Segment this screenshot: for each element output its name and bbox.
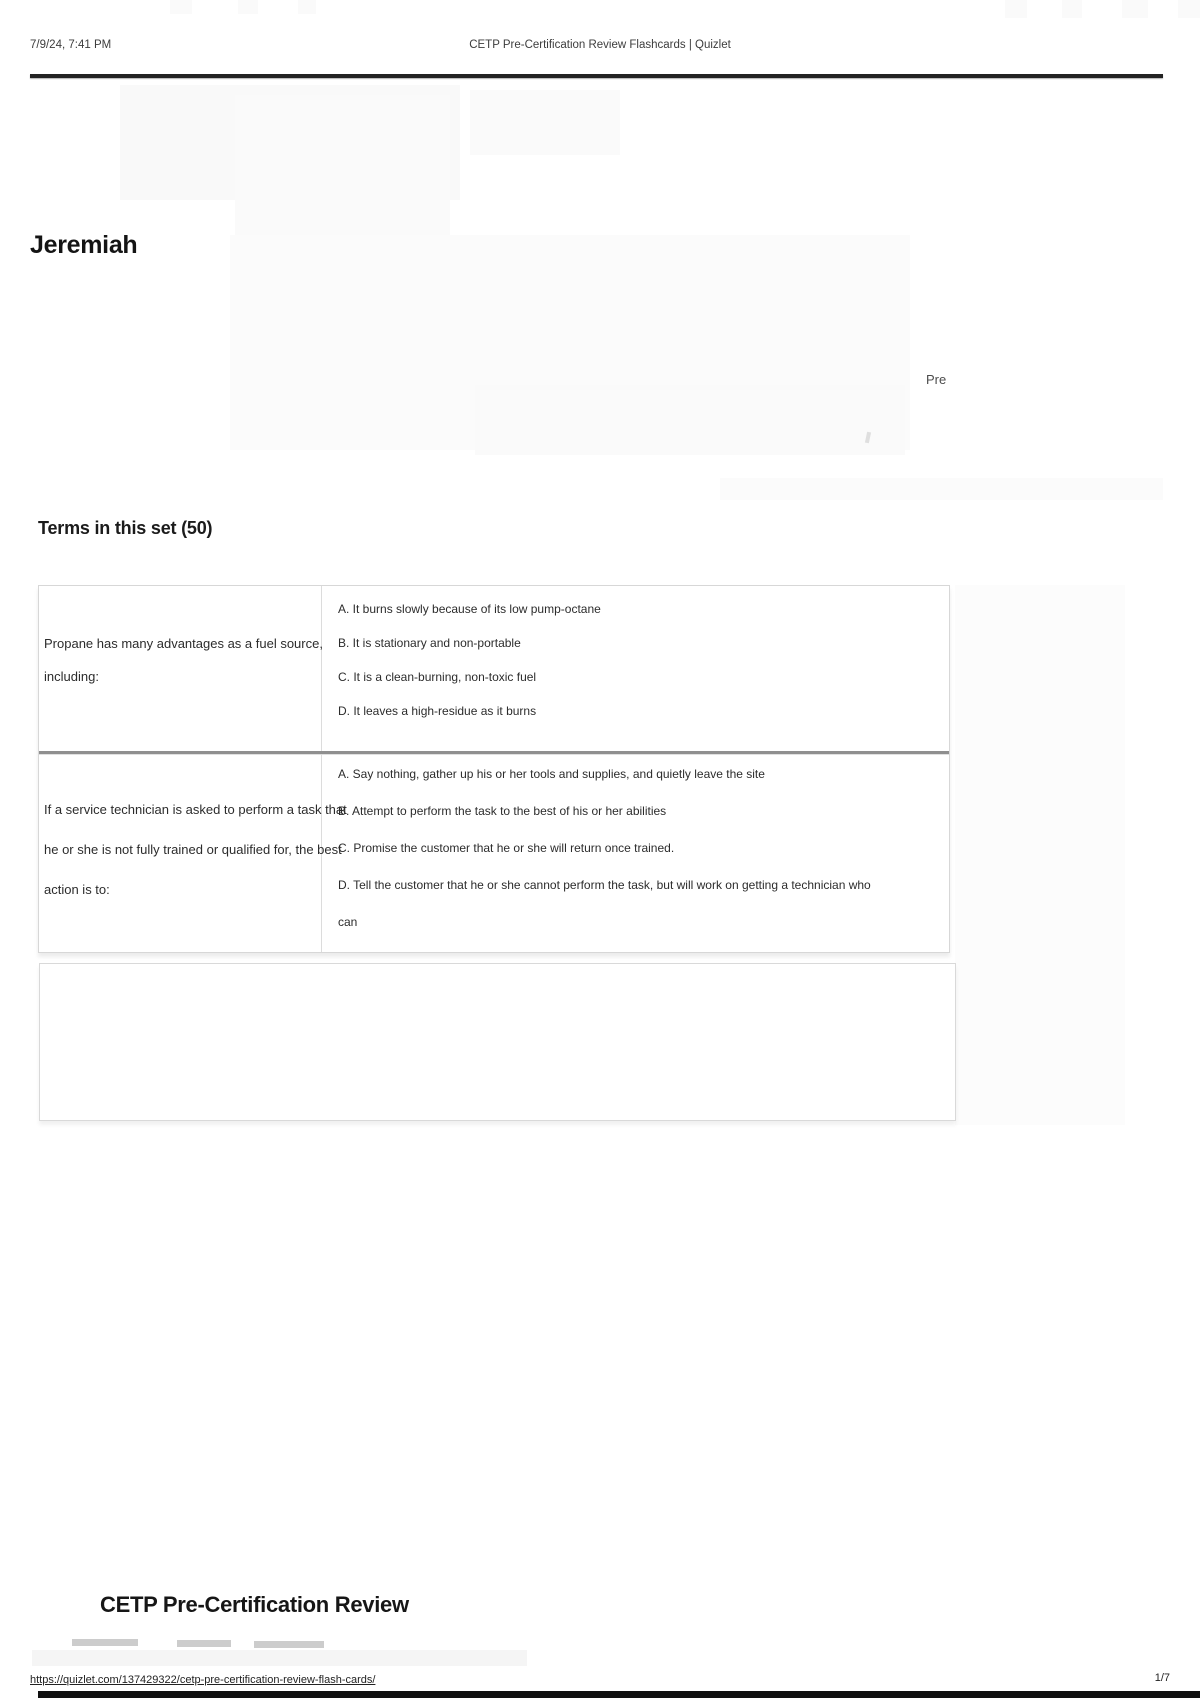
term-text-line: he or she is not fully trained or qualified for, the best bbox=[44, 842, 342, 857]
cutoff-text-pre: Pre bbox=[926, 372, 947, 387]
footer-page-indicator: 1/7 bbox=[1154, 1672, 1170, 1684]
scan-artifact bbox=[177, 1640, 231, 1647]
scan-artifact bbox=[865, 432, 871, 444]
definition-cell bbox=[322, 586, 949, 751]
scan-artifact bbox=[230, 235, 910, 450]
scan-artifact bbox=[475, 385, 905, 455]
scan-artifact bbox=[170, 0, 192, 14]
header-rule bbox=[30, 74, 1163, 78]
scan-artifact bbox=[298, 0, 316, 14]
term-text-line: action is to: bbox=[44, 882, 110, 897]
terms-set-heading: Terms in this set (50) bbox=[38, 518, 213, 538]
answer-option-c: C. Promise the customer that he or she will return once trained. bbox=[338, 841, 675, 855]
answer-option-d-wrap: can bbox=[338, 915, 358, 929]
scan-artifact bbox=[254, 1641, 324, 1648]
scan-artifact bbox=[720, 478, 1163, 500]
print-datetime: 7/9/24, 7:41 PM bbox=[30, 39, 112, 51]
scan-artifact bbox=[955, 585, 1125, 1125]
answer-option-d: D. It leaves a high-residue as it burns bbox=[338, 704, 537, 718]
answer-option-a: A. It burns slowly because of its low pump-octane bbox=[338, 602, 601, 616]
term-text-line: If a service technician is asked to perform a task that bbox=[44, 802, 347, 817]
scan-artifact bbox=[32, 1650, 527, 1666]
scan-artifact bbox=[1005, 0, 1027, 18]
term-text-line: including: bbox=[44, 669, 99, 684]
scan-artifact bbox=[1178, 0, 1200, 18]
flashcard-row bbox=[39, 754, 949, 952]
empty-flashcard-box bbox=[39, 963, 956, 1121]
answer-option-a: A. Say nothing, gather up his or her tools and supplies, and quietly leave the site bbox=[338, 767, 765, 781]
scan-artifact bbox=[120, 85, 460, 200]
print-doc-title: CETP Pre-Certification Review Flashcards | Quizlet bbox=[469, 39, 731, 51]
flashcard-row bbox=[39, 586, 949, 751]
answer-option-d: D. Tell the customer that he or she cannot perform the task, but will work on getting a technician who bbox=[338, 878, 871, 892]
answer-option-b: B. Attempt to perform the task to the best of his or her abilities bbox=[338, 804, 667, 818]
definition-cell bbox=[322, 754, 949, 952]
term-cell bbox=[39, 754, 347, 952]
scan-artifact bbox=[1062, 0, 1082, 18]
term-cell bbox=[39, 586, 322, 751]
author-name: Jeremiah bbox=[30, 231, 138, 259]
term-text-line: Propane has many advantages as a fuel source, bbox=[44, 636, 323, 651]
scan-artifact bbox=[1122, 0, 1148, 18]
scan-artifact bbox=[470, 90, 620, 155]
scan-artifact bbox=[235, 95, 450, 445]
answer-option-c: C. It is a clean-burning, non-toxic fuel bbox=[338, 670, 537, 684]
answer-option-b: B. It is stationary and non-portable bbox=[338, 636, 521, 650]
page-edge-bar bbox=[38, 1691, 1200, 1698]
scan-artifact bbox=[72, 1639, 138, 1646]
footer-source-url[interactable]: https://quizlet.com/137429322/cetp-pre-certification-review-flash-cards/ bbox=[30, 1674, 376, 1686]
set-title: CETP Pre-Certification Review bbox=[100, 1592, 409, 1617]
scan-artifact bbox=[238, 0, 258, 14]
flashcards-table bbox=[38, 585, 950, 953]
